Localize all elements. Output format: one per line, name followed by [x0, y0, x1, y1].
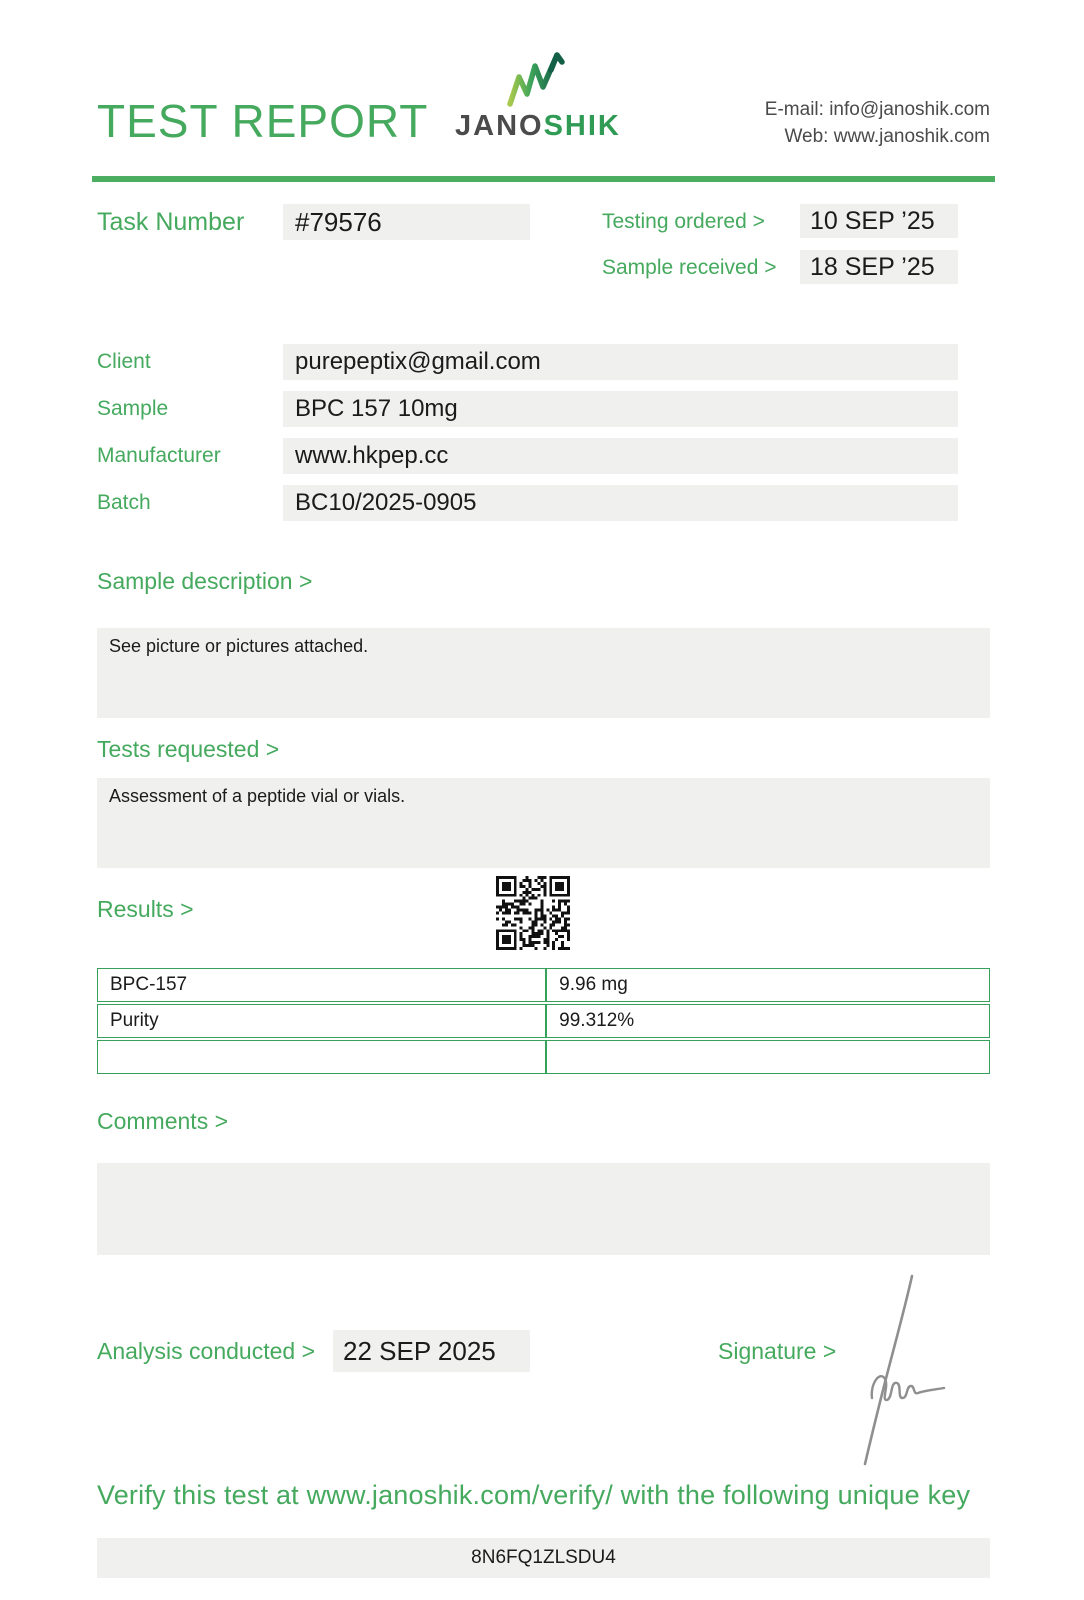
brand-suffix: SHIK: [543, 110, 621, 142]
task-number-value: #79576: [283, 204, 530, 240]
tests-requested-box: Assessment of a peptide vial or vials.: [97, 778, 990, 868]
brand-prefix: JANO: [455, 110, 544, 142]
sample-description-heading: Sample description >: [97, 568, 313, 594]
contact-web: Web: www.janoshik.com: [784, 126, 990, 147]
analysis-conducted-label: Analysis conducted >: [97, 1338, 315, 1364]
verification-qr-code: [496, 876, 570, 950]
sample-received-label: Sample received >: [602, 256, 777, 279]
manufacturer-value: www.hkpep.cc: [283, 438, 958, 474]
contact-block: [765, 96, 990, 150]
batch-label: Batch: [97, 491, 151, 514]
page-title: TEST REPORT: [97, 95, 429, 147]
table-row: [97, 1040, 990, 1074]
tests-requested-heading: Tests requested >: [97, 736, 280, 762]
task-number-label: Task Number: [97, 208, 245, 236]
analysis-date-value: 22 SEP 2025: [333, 1330, 530, 1372]
signature-handwriting: [840, 1262, 970, 1472]
result-value: [546, 1040, 990, 1074]
comments-heading: Comments >: [97, 1108, 229, 1134]
manufacturer-label: Manufacturer: [97, 444, 221, 467]
janoshik-logo: [455, 50, 621, 143]
testing-ordered-label: Testing ordered >: [602, 210, 765, 233]
brand-wordmark: [455, 110, 621, 143]
results-heading: Results >: [97, 896, 194, 922]
chart-peaks-icon: [503, 50, 567, 108]
testing-ordered-value: 10 SEP ’25: [800, 204, 958, 238]
table-row: [97, 1004, 990, 1038]
result-analyte: [97, 1040, 546, 1074]
results-table: [97, 966, 990, 1076]
comments-box: [97, 1163, 990, 1255]
sample-received-value: 18 SEP ’25: [800, 250, 958, 284]
table-row: [97, 968, 990, 1002]
result-value: 9.96 mg: [546, 968, 990, 1002]
sample-label: Sample: [97, 397, 169, 420]
sample-description-box: See picture or pictures attached.: [97, 628, 990, 718]
result-analyte: Purity: [97, 1004, 546, 1038]
result-analyte: BPC-157: [97, 968, 546, 1002]
client-value: purepeptix@gmail.com: [283, 344, 958, 380]
verify-instruction: Verify this test at www.janoshik.com/verify/ with the following unique key: [97, 1480, 971, 1510]
sample-value: BPC 157 10mg: [283, 391, 958, 427]
signature-label: Signature >: [718, 1338, 837, 1364]
header-divider: [92, 176, 995, 182]
contact-email: E-mail: info@janoshik.com: [764, 99, 990, 120]
result-value: 99.312%: [546, 1004, 990, 1038]
client-label: Client: [97, 350, 151, 373]
batch-value: BC10/2025-0905: [283, 485, 958, 521]
unique-key-value: 8N6FQ1ZLSDU4: [97, 1538, 990, 1578]
